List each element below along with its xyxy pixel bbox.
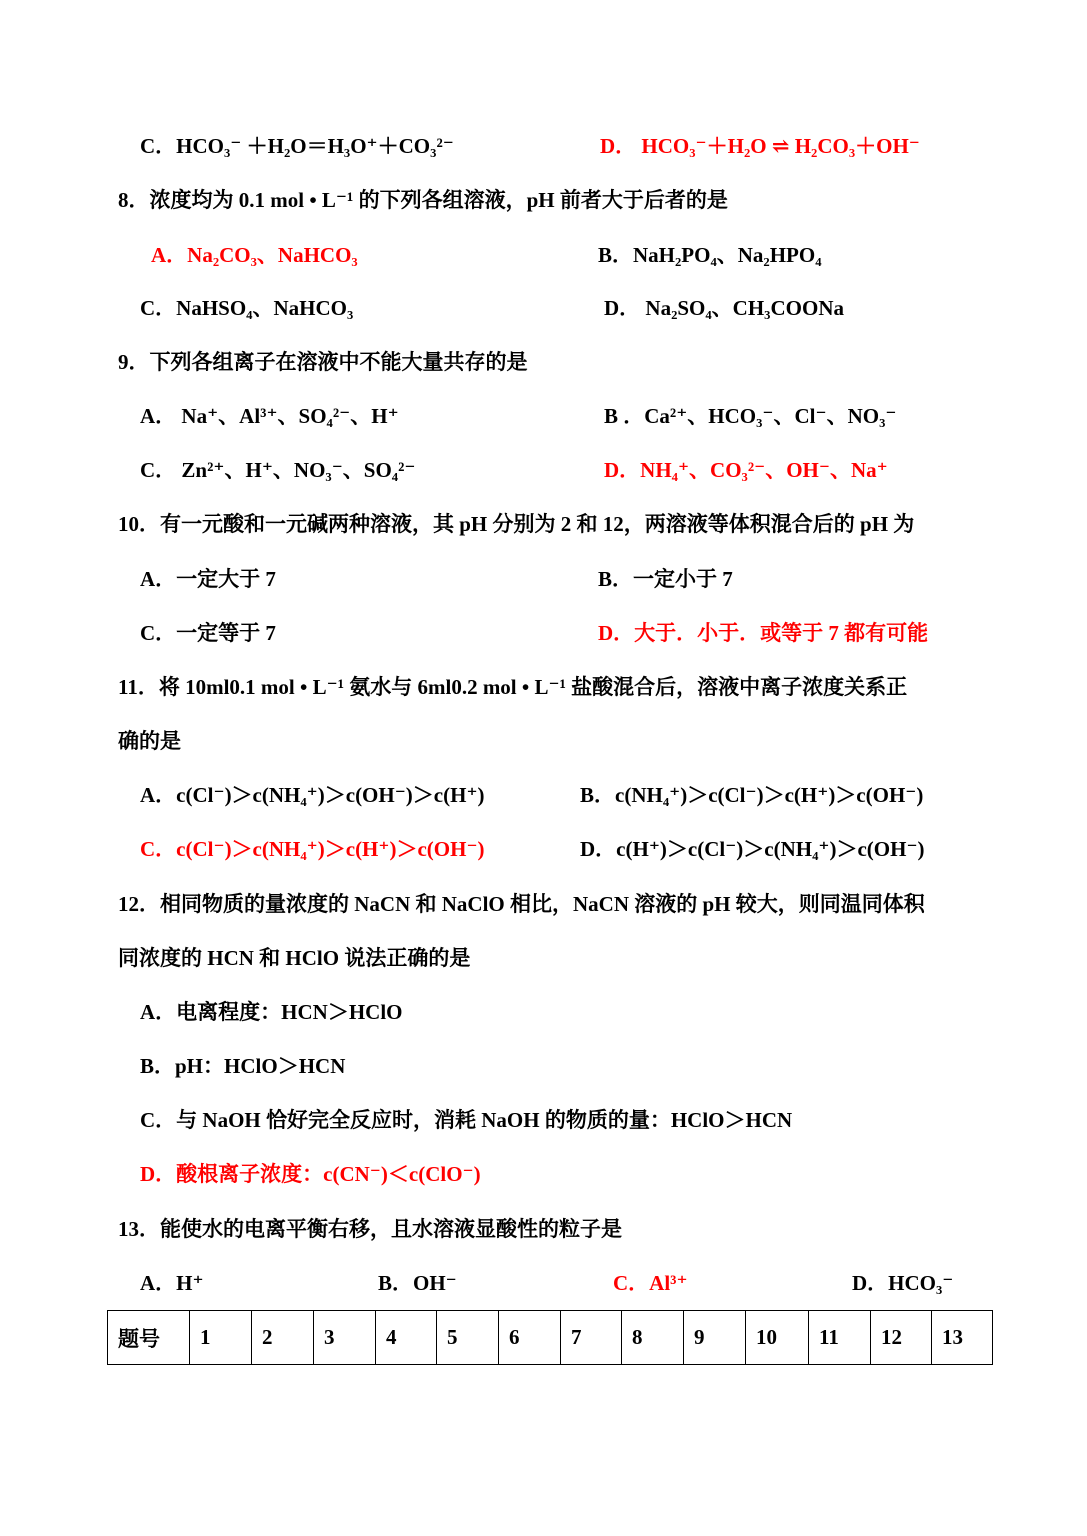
q7-option-c: C．HCO₃⁻ ＋H₂O＝H₃O⁺＋CO₃²⁻: [140, 134, 454, 158]
table-cell: 4: [376, 1311, 437, 1365]
q12-option-a: A．电离程度：HCN＞HClO: [140, 1000, 403, 1024]
q13-option-d: D．HCO₃⁻: [852, 1271, 954, 1295]
answer-table-row: [108, 1311, 993, 1365]
table-cell: 8: [622, 1311, 684, 1365]
q11-option-a: A．c(Cl⁻)＞c(NH₄⁺)＞c(OH⁻)＞c(H⁺): [140, 783, 485, 807]
q8-option-a: A．Na₂CO₃、NaHCO₃: [151, 243, 358, 267]
q10-option-c: C．一定等于 7: [140, 621, 276, 645]
q8-option-d: D． Na₂SO₄、CH₃COONa: [604, 296, 844, 320]
q7-option-d: D． HCO₃⁻＋H₂O ⇌ H₂CO₃＋OH⁻: [600, 134, 920, 158]
table-cell: 12: [871, 1311, 932, 1365]
q10-option-b: B．一定小于 7: [598, 567, 733, 591]
q12-stem-line2: 同浓度的 HCN 和 HClO 说法正确的是: [118, 946, 471, 970]
table-cell: 9: [684, 1311, 746, 1365]
q11-option-b: B．c(NH₄⁺)＞c(Cl⁻)＞c(H⁺)＞c(OH⁻): [580, 783, 924, 807]
q11-option-d: D．c(H⁺)＞c(Cl⁻)＞c(NH₄⁺)＞c(OH⁻): [580, 837, 925, 861]
q11-stem-line1: 11．将 10ml0.1 mol • L⁻¹ 氨水与 6ml0.2 mol • L⁻¹ 盐酸混合后，溶液中离子浓度关系正: [118, 675, 908, 699]
table-cell: 1: [190, 1311, 252, 1365]
q10-option-d: D．大于．小于．或等于 7 都有可能: [598, 621, 929, 645]
q13-option-a: A．H⁺: [140, 1271, 204, 1295]
q12-stem-line1: 12．相同物质的量浓度的 NaCN 和 NaClO 相比，NaCN 溶液的 pH 较大，则同温同体积: [118, 892, 925, 916]
q9-option-b: B ．Ca²⁺、HCO₃⁻、Cl⁻、NO₃⁻: [604, 404, 897, 428]
q10-stem: 10．有一元酸和一元碱两种溶液，其 pH 分别为 2 和 12，两溶液等体积混合后的 pH 为: [118, 512, 915, 536]
q13-option-c: C．Al³⁺: [613, 1271, 688, 1295]
q8-option-c: C．NaHSO₄、NaHCO₃: [140, 296, 354, 320]
q9-option-c: C． Zn²⁺、H⁺、NO₃⁻、SO₄²⁻: [140, 458, 416, 482]
q8-option-b: B．NaH₂PO₄、Na₂HPO₄: [598, 243, 822, 267]
table-cell: 6: [499, 1311, 561, 1365]
q12-option-c: C．与 NaOH 恰好完全反应时，消耗 NaOH 的物质的量：HClO＞HCN: [140, 1108, 793, 1132]
q10-option-a: A．一定大于 7: [140, 567, 276, 591]
q9-option-a: A． Na⁺、Al³⁺、SO₄²⁻、H⁺: [140, 404, 399, 428]
table-header-cell: 题号: [108, 1311, 190, 1365]
q11-option-c: C．c(Cl⁻)＞c(NH₄⁺)＞c(H⁺)＞c(OH⁻): [140, 837, 485, 861]
table-cell: 2: [252, 1311, 314, 1365]
table-cell: 3: [314, 1311, 376, 1365]
q12-option-d: D．酸根离子浓度：c(CN⁻)＜c(ClO⁻): [140, 1162, 481, 1186]
q11-stem-line2: 确的是: [118, 729, 181, 753]
table-cell: 7: [561, 1311, 622, 1365]
table-cell: 13: [932, 1311, 993, 1365]
answer-table: [107, 1310, 993, 1365]
table-cell: 5: [437, 1311, 499, 1365]
q9-option-d: D．NH₄⁺、CO₃²⁻、OH⁻、Na⁺: [604, 458, 888, 482]
table-cell: 11: [809, 1311, 871, 1365]
q12-option-b: B．pH：HClO＞HCN: [140, 1054, 346, 1078]
q9-stem: 9．下列各组离子在溶液中不能大量共存的是: [118, 350, 528, 374]
q13-option-b: B．OH⁻: [378, 1271, 457, 1295]
table-cell: 10: [746, 1311, 809, 1365]
q8-stem: 8．浓度均为 0.1 mol • L⁻¹ 的下列各组溶液，pH 前者大于后者的是: [118, 188, 728, 212]
q13-stem: 13．能使水的电离平衡右移，且水溶液显酸性的粒子是: [118, 1217, 622, 1241]
